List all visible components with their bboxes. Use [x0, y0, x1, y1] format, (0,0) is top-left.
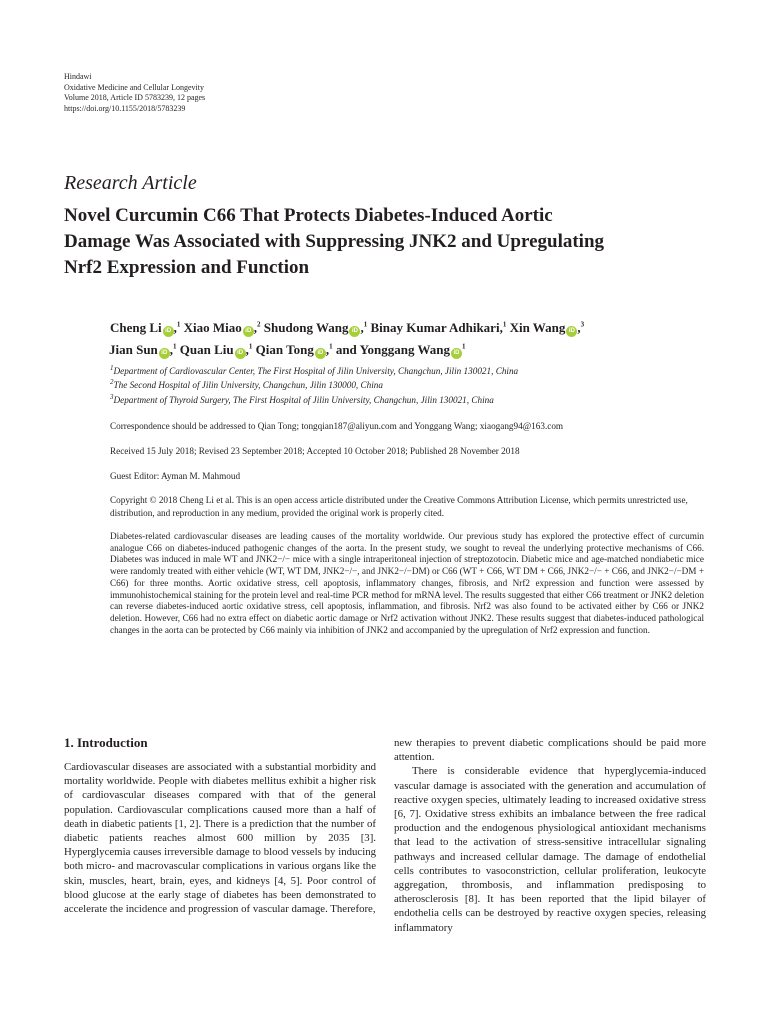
- affiliation: [110, 363, 710, 376]
- guest-editor: Guest Editor: Ayman M. Mahmoud: [110, 471, 241, 481]
- orcid-icon[interactable]: iD: [451, 348, 462, 359]
- column-left: [64, 736, 376, 916]
- orcid-icon[interactable]: iD: [243, 326, 254, 337]
- author-conjunction: and: [335, 342, 357, 357]
- author-name: Binay Kumar Adhikari: [370, 320, 500, 335]
- author-name: Shudong Wang: [263, 320, 349, 335]
- affiliation-text: Department of Thyroid Surgery, The First Hospital of Jilin University, Changchun, Jilin 130021, China: [113, 395, 494, 405]
- body-paragraph: There is considerable evidence that hyperglycemia-induced vascular damage is associated with the generation and accumulation of reactive oxygen species, ultimately leading to increased oxidative stress [6, 7]. Oxidative stress exhibits an imbalance between the free radical production and the endogenous physiological antioxidant mechanisms that lead to the activation of stress-sensitive intracellular signaling pathways and increased cellular damage. The damage of endothelial cells contributes to vasoconstriction, cellular proliferation, leukocyte aggregation, thrombosis, and inflammation predisposing to atherosclerosis [8]. It has been reported that the lipid bilayer of endothelia cells can be destroyed by reactive oxygen species, releasing inflammatory: [394, 765, 706, 934]
- publisher-name: Hindawi: [64, 72, 92, 81]
- orcid-icon[interactable]: iD: [349, 326, 360, 337]
- doi-link[interactable]: https://doi.org/10.1155/2018/5783239: [64, 103, 186, 113]
- affiliation: [110, 377, 710, 390]
- affiliation-marker: 2: [257, 320, 261, 329]
- article-title: [64, 203, 724, 281]
- affiliation-number: 2: [110, 377, 114, 386]
- affiliation-number: 1: [110, 363, 114, 372]
- orcid-icon[interactable]: iD: [159, 348, 170, 359]
- volume-line: Volume 2018, Article ID 5783239, 12 pages: [64, 93, 206, 103]
- journal-name: Oxidative Medicine and Cellular Longevity: [64, 82, 204, 92]
- title-line: Nrf2 Expression and Function: [64, 257, 310, 278]
- affiliation-marker: 1: [329, 342, 333, 351]
- affiliation-marker: 1: [248, 342, 253, 351]
- author-name: Cheng Li: [110, 320, 162, 335]
- title-line: Damage Was Associated with Suppressing JNK2 and Upregulating: [64, 231, 605, 252]
- author-name: Xiao Miao: [183, 320, 242, 335]
- abstract: Diabetes-related cardiovascular diseases are leading causes of the mortality worldwide. Our previous study has explored the protective effect of curcumin analogue C66 on diabetes-induced pathogenic changes of the aorta. In the present study, we sought to reveal the underlying protective mechanisms of C66. Diabetes was induced in male WT and JNK2−/− mice with a single intraperitoneal injection of streptozotocin. Diabetic mice and age-matched nondiabetic mice were randomly treated with either vehicle (WT, WT DM, JNK2−/−, and JNK2−/−DM) or C66 (WT + C66, WT DM + C66, JNK2−/− + C66, and JNK2−/−DM + C66) for three months. Aortic oxidative stress, cell apoptosis, inflammatory changes, fibrosis, and Nrf2 expression and function were assessed by immunohistochemical staining for the protein level and real-time PCR method for mRNA level. The results suggested that either C66 treatment or JNK2 deletion can reverse diabetes-induced aortic oxidative stress, cell apoptosis, inflammation, and fibrosis. Nrf2 was also found to be activated either by C66 or JNK2 deletion. However, C66 had no extra effect on diabetic aortic damage or Nrf2 activation without JNK2. These results suggest that diabetes-induced pathological changes in the aorta can be protected by C66 mainly via inhibition of JNK2 and accompanied by the upregulation of Nrf2 expression and function.: [110, 531, 704, 635]
- orcid-icon[interactable]: iD: [163, 326, 174, 337]
- author-name: Qian Tong: [255, 342, 314, 357]
- author-name: Xin Wang: [509, 320, 566, 335]
- author-name: Jian Sun: [109, 342, 158, 357]
- affiliation-text: Department of Cardiovascular Center, The First Hospital of Jilin University, Changchun, Jilin 130021, China: [113, 366, 519, 376]
- affiliation-number: 3: [110, 392, 114, 401]
- correspondence: Correspondence should be addressed to Qian Tong; tongqian187@aliyun.com and Yonggang Wang; xiaogang94@163.com: [110, 421, 564, 431]
- publication-dates: Received 15 July 2018; Revised 23 September 2018; Accepted 10 October 2018; Published 28 November 2018: [110, 446, 520, 456]
- author-list: Cheng Li iD ,$^1$ Xiao Miao iD ,$^2$ Shudong Wang iD ,$^1$ Binay Kumar Adhikari,$^1$ Xin Wang iD ,$^3$ Jian Sun iD ,$^1$ Quan Liu iD ,$^1$ Qian Tong iD ,$^1$ and Yonggang Wang $iD^1$: [109, 320, 585, 357]
- affiliation-marker: 3: [580, 320, 585, 329]
- orcid-icon[interactable]: iD: [315, 348, 326, 359]
- affiliation-marker: 1: [462, 342, 466, 351]
- title-line: Novel Curcumin C66 That Protects Diabetes-Induced Aortic: [64, 205, 553, 226]
- body-paragraph: Cardiovascular diseases are associated with a substantial morbidity and mortality worldwide. People with diabetes mellitus exhibit a higher risk of cardiovascular diseases compared with that of the general population. Cardiovascular complications caused more than a half of death in diabetic patients [1, 2]. There is a prediction that the number of diabetic patients reaches almost 600 million by 2035 [3]. Hyperglycemia causes irreversible damage to blood vessels by inducing both micro- and macrovascular complications in various organs like the skin, muscles, heart, brain, eyes, and kidneys [4, 5]. Poor control of blood glucose at the early stage of diabetes has been demonstrated to accelerate the incidence and progression of vascular damage. Therefore,: [64, 761, 376, 916]
- affiliation-marker: 1: [176, 320, 181, 329]
- affiliation-marker: 1: [363, 320, 368, 329]
- orcid-icon[interactable]: iD: [566, 326, 577, 337]
- copyright-notice: Copyright © 2018 Cheng Li et al. This is an open access article distributed under the Creative Commons Attribution License, which permits unrestricted use, distribution, and reproduction in any medium, provided the original work is properly cited.: [110, 495, 688, 518]
- author-name: Yonggang Wang: [359, 342, 451, 357]
- body-paragraph: new therapies to prevent diabetic complications should be paid more attention.: [394, 737, 706, 764]
- journal-header: [64, 72, 205, 114]
- affiliation-marker: 1: [173, 342, 177, 351]
- section-heading: 1. Introduction: [64, 735, 148, 750]
- author-name: Quan Liu: [179, 342, 234, 357]
- affiliation-text: The Second Hospital of Jilin University, Changchun, Jilin 130000, China: [113, 380, 383, 390]
- article-type: Research Article: [64, 172, 197, 194]
- affiliation-marker: 1: [502, 320, 507, 329]
- affiliation: [110, 392, 710, 405]
- column-right: [394, 736, 706, 935]
- orcid-icon[interactable]: iD: [235, 348, 246, 359]
